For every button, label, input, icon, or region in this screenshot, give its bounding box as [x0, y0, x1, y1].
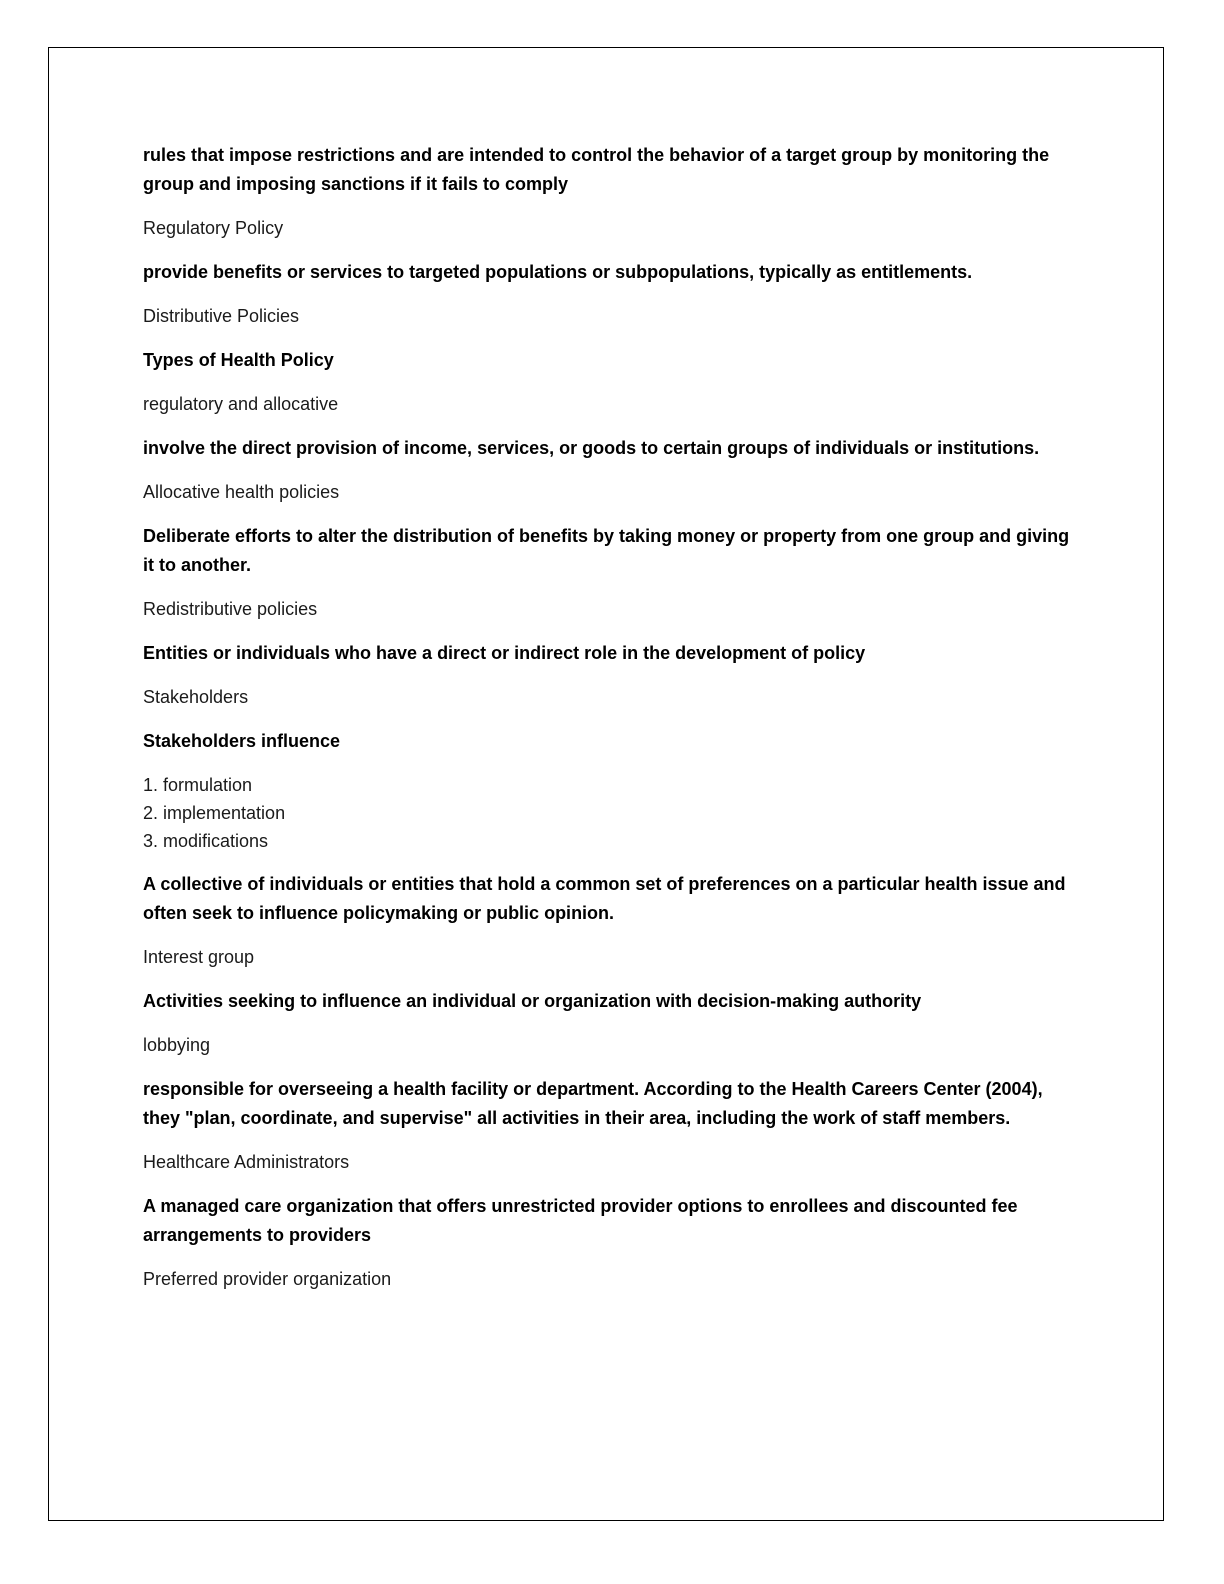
list-item: 2. implementation — [143, 803, 286, 823]
card-definition: Interest group — [143, 947, 255, 967]
card-term: Deliberate efforts to alter the distribution of benefits by taking money or property from one group and giving it to another. — [143, 526, 1070, 575]
card-definition: Redistributive policies — [143, 599, 318, 619]
card-definition: lobbying — [143, 1035, 211, 1055]
card-definition: Stakeholders — [143, 687, 249, 707]
card-term: Activities seeking to influence an individual or organization with decision-making authority — [143, 991, 922, 1011]
card-definition: regulatory and allocative — [143, 394, 339, 414]
card-term: provide benefits or services to targeted populations or subpopulations, typically as entitlements. — [143, 262, 973, 282]
card-definition-list — [143, 771, 1083, 855]
card-definition: Healthcare Administrators — [143, 1152, 350, 1172]
card-definition: Distributive Policies — [143, 306, 300, 326]
card-term: rules that impose restrictions and are intended to control the behavior of a target group by monitoring the group and imposing sanctions if it fails to comply — [143, 145, 1050, 194]
card-definition: Allocative health policies — [143, 482, 340, 502]
card-term: involve the direct provision of income, services, or goods to certain groups of individuals or institutions. — [143, 438, 1040, 458]
card-term: A collective of individuals or entities that hold a common set of preferences on a particular health issue and often seek to influence policymaking or public opinion. — [143, 874, 1066, 923]
card-term: A managed care organization that offers unrestricted provider options to enrollees and discounted fee arrangements to providers — [143, 1196, 1018, 1245]
list-item: 3. modifications — [143, 831, 269, 851]
card-definition: Preferred provider organization — [143, 1269, 392, 1289]
card-term: Entities or individuals who have a direct or indirect role in the development of policy — [143, 643, 866, 663]
list-item: 1. formulation — [143, 775, 253, 795]
flashcard-list — [143, 141, 1083, 1309]
card-definition: Regulatory Policy — [143, 218, 284, 238]
card-term: Stakeholders influence — [143, 731, 341, 751]
card-term: responsible for overseeing a health facility or department. According to the Health Careers Center (2004), they "plan, coordinate, and supervise" all activities in their area, including the work of staff members. — [143, 1079, 1043, 1128]
card-term: Types of Health Policy — [143, 350, 334, 370]
